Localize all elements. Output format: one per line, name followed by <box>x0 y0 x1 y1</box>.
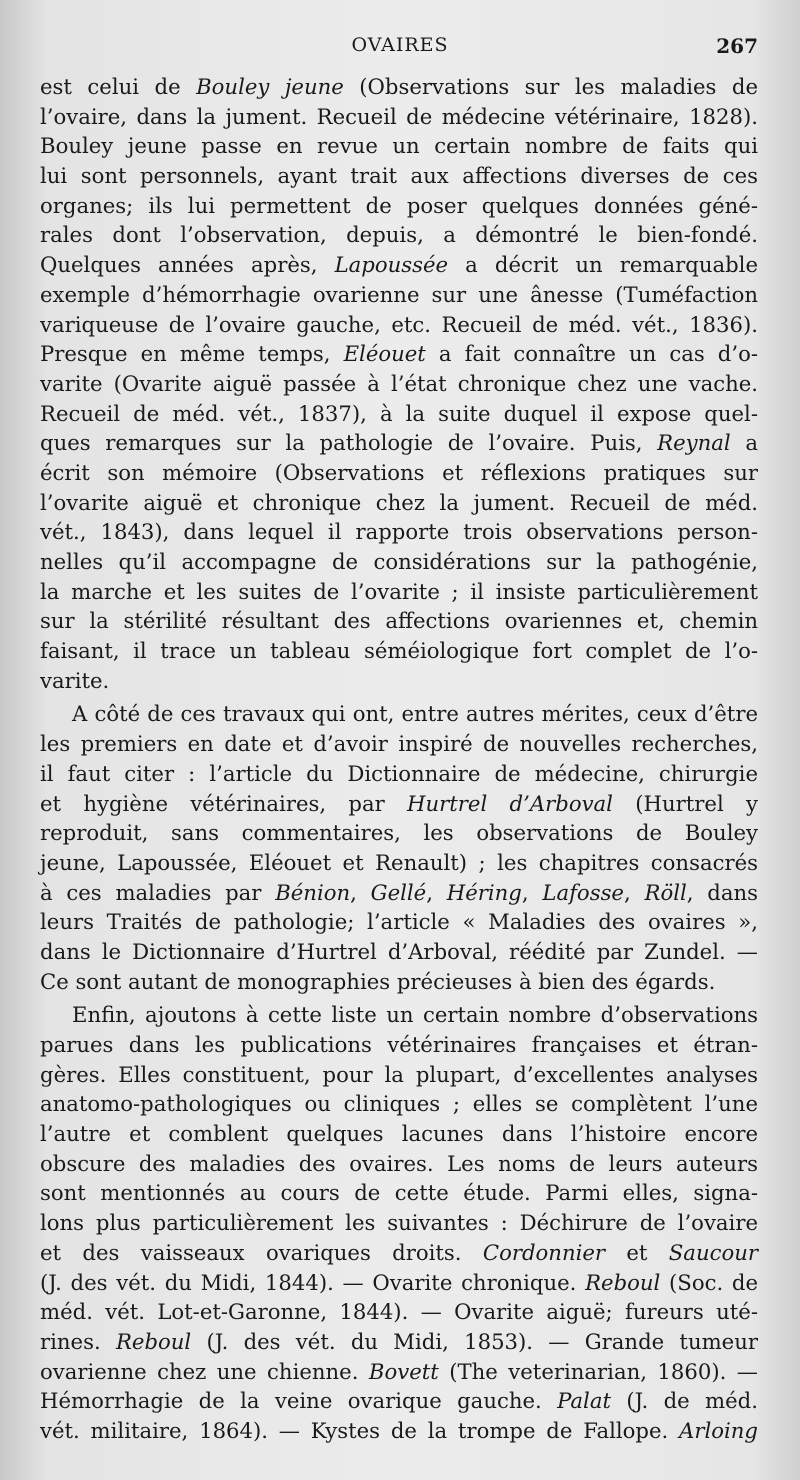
text-segment: les premiers en date et d’avoir inspiré de nouvelles recherches, <box>40 731 758 757</box>
text-segment: Ce sont autant de monographies précieuses à bien des égards. <box>40 968 716 994</box>
italic-name: Röll <box>644 879 687 905</box>
text-line <box>40 102 758 132</box>
text-segment: (J. des vét. du Midi, 1844). — Ovarite chronique. <box>40 1269 586 1295</box>
text-segment: (Soc. de <box>660 1269 758 1295</box>
text-line <box>40 1119 758 1149</box>
text-segment: (J. de méd. <box>610 1388 758 1414</box>
text-line <box>40 1208 758 1238</box>
italic-name: Lafosse <box>542 879 624 905</box>
text-line <box>40 1268 758 1298</box>
text-segment: , <box>350 879 371 905</box>
text-line <box>40 606 758 636</box>
text-segment: Enfin, ajoutons à cette liste un certain nombre d’observations <box>72 1002 758 1028</box>
text-line <box>40 759 758 789</box>
text-segment: varite. <box>40 667 110 693</box>
italic-name: Bénion <box>275 879 351 905</box>
text-line <box>40 72 758 102</box>
text-segment: , <box>521 879 543 905</box>
italic-name: Héring <box>446 879 522 905</box>
text-segment: a fait connaître un cas d’o- <box>425 341 758 367</box>
text-segment: et <box>605 1239 669 1265</box>
text-line <box>40 517 758 547</box>
text-segment: méd. vét. Lot-et-Garonne, 1844). — Ovarite aiguë; fureurs uté- <box>40 1299 758 1325</box>
text-line <box>40 789 758 819</box>
text-line <box>40 937 758 967</box>
text-segment: Presque en même temps, <box>40 341 344 367</box>
text-segment: a décrit un remarquable <box>448 252 758 278</box>
text-segment: la marche et les suites de l’ovarite ; il insiste particulièrement <box>40 578 758 604</box>
text-line <box>40 666 758 696</box>
text-segment: et des vaisseaux ovariques droits. <box>40 1239 483 1265</box>
text-line <box>40 191 758 221</box>
text-line <box>40 428 758 458</box>
text-segment: sur la stérilité résultant des affections ovariennes et, chemin <box>40 608 758 634</box>
text-line <box>40 1386 758 1416</box>
text-line <box>40 161 758 191</box>
italic-name: Eléouet <box>343 341 426 367</box>
text-line <box>40 848 758 878</box>
italic-name: Hurtrel d’Arboval <box>407 790 613 816</box>
italic-name: Bouley jeune <box>196 74 344 99</box>
italic-name: Gellé <box>370 879 427 905</box>
text-segment: varite (Ovarite aiguë passée à l’état chronique chez une vache. <box>40 370 758 396</box>
text-line <box>40 699 758 729</box>
text-line <box>40 488 758 518</box>
text-segment: (The veterinarian, 1860). — <box>438 1358 758 1384</box>
text-segment: reproduit, sans commentaires, les observations de Bouley <box>40 820 758 846</box>
text-line <box>40 547 758 577</box>
text-segment: ovarienne chez une chienne. <box>40 1358 369 1384</box>
running-title: OVAIRES <box>351 34 449 56</box>
paragraph <box>40 1000 758 1445</box>
text-segment: l’ovarite aiguë et chronique chez la jument. Recueil de méd. <box>40 489 758 515</box>
text-line <box>40 636 758 666</box>
text-segment: est celui de <box>40 74 197 99</box>
text-segment: Hémorrhagie de la veine ovarique gauche. <box>40 1388 558 1414</box>
italic-name: Lapoussée <box>334 252 449 278</box>
text-segment: à ces maladies par <box>40 879 276 905</box>
text-segment: lui sont personnels, ayant trait aux affections diverses de ces <box>40 163 758 189</box>
text-segment: rales dont l’observation, depuis, a démontré le bien-fondé. <box>40 222 758 248</box>
paragraph <box>40 699 758 996</box>
text-segment: l’ovaire, dans la jument. Recueil de médecine vétérinaire, 1828). <box>40 103 758 129</box>
text-segment: anatomo-pathologiques ou cliniques ; elles se complètent l’une <box>40 1091 758 1117</box>
text-line <box>40 577 758 607</box>
italic-name: Saucour <box>668 1239 758 1265</box>
text-line <box>40 818 758 848</box>
italic-name: Palat <box>557 1388 611 1414</box>
text-line <box>40 310 758 340</box>
text-segment: a <box>730 430 758 456</box>
text-line <box>40 1060 758 1090</box>
text-segment: vét. militaire, 1864). — Kystes de la trompe de Fallope. <box>40 1417 680 1443</box>
italic-name: Reynal <box>657 430 731 456</box>
italic-name: Reboul <box>585 1269 661 1295</box>
page-header <box>40 32 760 62</box>
text-segment: il faut citer : l’article du Dictionnaire de médecine, chirurgie <box>40 760 758 786</box>
page-body <box>40 72 758 1446</box>
text-line <box>40 1297 758 1327</box>
text-line <box>40 369 758 399</box>
text-line <box>40 131 758 161</box>
text-segment: , <box>623 879 645 905</box>
text-segment: Quelques années après, <box>40 252 335 278</box>
text-line <box>40 250 758 280</box>
text-line <box>40 280 758 310</box>
text-segment: Recueil de méd. vét., 1837), à la suite duquel il expose quel- <box>40 400 758 426</box>
text-segment: parues dans les publications vétérinaires françaises et étran- <box>40 1032 758 1057</box>
text-line <box>40 729 758 759</box>
text-segment: obscure des maladies des ovaires. Les noms de leurs auteurs <box>40 1150 758 1176</box>
text-segment: lons plus particulièrement les suivantes : Déchirure de l’ovaire <box>40 1210 758 1236</box>
text-segment: nelles qu’il accompagne de considérations sur la pathogénie, <box>40 549 758 574</box>
italic-name: Arloing <box>679 1417 758 1443</box>
italic-name: Bovett <box>368 1358 439 1384</box>
text-line <box>40 399 758 429</box>
text-line <box>40 1149 758 1179</box>
text-line <box>40 220 758 250</box>
text-line <box>40 1327 758 1357</box>
text-line <box>40 1238 758 1268</box>
text-segment: faisant, il trace un tableau séméiologique fort complet de l’o- <box>40 638 758 664</box>
text-segment: leurs Traités de pathologie; l’article « Maladies des ovaires », <box>40 909 758 935</box>
text-segment: rines. <box>40 1328 116 1354</box>
text-line <box>40 1178 758 1208</box>
text-segment: (Observations sur les maladies de <box>343 74 758 99</box>
text-line <box>40 458 758 488</box>
text-segment: organes; ils lui permettent de poser quelques données géné- <box>40 192 758 218</box>
text-segment: écrit son mémoire (Observations et réflexions pratiques sur <box>40 459 758 485</box>
text-line <box>40 339 758 369</box>
italic-name: Reboul <box>115 1328 192 1354</box>
text-segment: A côté de ces travaux qui ont, entre autres mérites, ceux d’être <box>72 701 758 727</box>
text-segment: gères. Elles constituent, pour la plupart, d’excellentes analyses <box>40 1061 758 1087</box>
text-segment: , dans <box>686 879 758 905</box>
text-segment: (J. des vét. du Midi, 1853). — Grande tumeur <box>191 1328 758 1354</box>
text-line <box>40 1357 758 1387</box>
text-segment: dans le Dictionnaire d’Hurtrel d’Arboval, réédité par Zundel. — <box>40 938 758 964</box>
text-line <box>40 1030 758 1060</box>
text-line <box>40 1416 758 1446</box>
text-line <box>40 1089 758 1119</box>
text-segment: sont mentionnés au cours de cette étude. Parmi elles, signa- <box>40 1180 758 1206</box>
page-number: 267 <box>716 34 758 58</box>
text-line <box>40 1000 758 1030</box>
text-segment: ques remarques sur la pathologie de l’ovaire. Puis, <box>40 430 658 456</box>
text-segment: vét., 1843), dans lequel il rapporte trois observations person- <box>40 519 758 545</box>
text-line <box>40 907 758 937</box>
text-line <box>40 878 758 908</box>
italic-name: Cordonnier <box>482 1239 606 1265</box>
text-segment: , <box>426 879 447 905</box>
text-segment: l’autre et comblent quelques lacunes dans l’histoire encore <box>40 1121 758 1147</box>
paragraph <box>40 72 758 695</box>
text-line <box>40 967 758 997</box>
text-segment: (Hurtrel y <box>612 790 758 816</box>
text-segment: et hygiène vétérinaires, par <box>40 790 408 816</box>
text-segment: jeune, Lapoussée, Eléouet et Renault) ; les chapitres consacrés <box>40 849 758 875</box>
text-segment: Bouley jeune passe en revue un certain nombre de faits qui <box>40 133 758 159</box>
text-segment: exemple d’hémorrhagie ovarienne sur une ânesse (Tuméfaction <box>40 281 758 307</box>
text-segment: variqueuse de l’ovaire gauche, etc. Recueil de méd. vét., 1836). <box>40 311 758 337</box>
